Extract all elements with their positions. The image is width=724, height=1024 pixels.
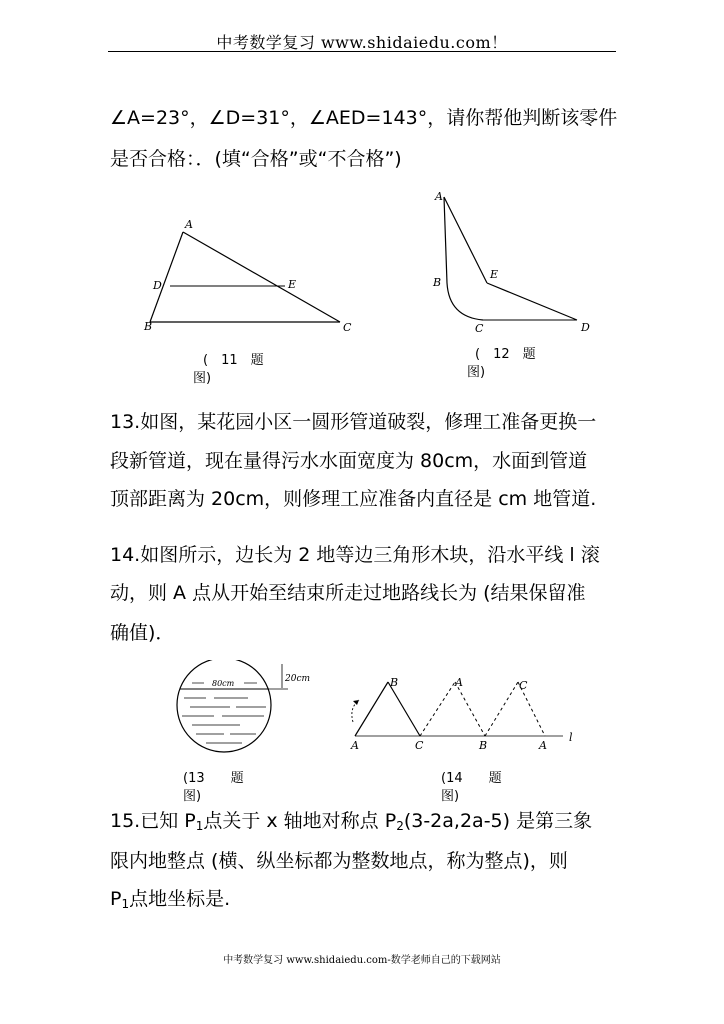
fig11-side-ab: [150, 232, 183, 322]
q14-line-2: 动，则 A 点从开始至结束所走过地路线长为 (结果保留准: [110, 582, 586, 604]
fig14-caption-line-2: 图): [441, 789, 460, 804]
q14-line-1: 14.如图所示，边长为 2 地等边三角形木块，沿水平线 l 滚: [110, 544, 600, 566]
fig11-label-b: B: [144, 320, 153, 333]
fig14-triangle1-ab: [355, 682, 388, 736]
q15-subscript-1: 1: [195, 819, 204, 833]
fig14-label-l: l: [569, 731, 573, 744]
fig12-caption-line-1: ( 12 题: [475, 347, 536, 362]
q13-line-1: 13.如图，某花园小区一圆形管道破裂，修理工准备更换一: [110, 411, 597, 433]
q15-line-3-part-a: P: [110, 888, 122, 910]
q15-line-3-part-b: 点地坐标是.: [129, 888, 231, 910]
fig14-label-b2: B: [479, 739, 488, 752]
q15-line-2: 限内地整点 (横、纵坐标都为整数地点，称为整点)，则: [110, 850, 568, 872]
fig12-label-e: E: [490, 268, 499, 281]
fig13-caption-line-2: 图): [183, 789, 202, 804]
fig14-caption-line-1: (14 题: [441, 771, 502, 786]
fig11-caption-line-2: 图): [193, 371, 212, 386]
q15-line-3: [110, 884, 230, 911]
q13-line-3: 顶部距离为 20cm，则修理工应准备内直径是 cm 地管道.: [110, 488, 597, 510]
fig14-label-c2: C: [519, 679, 528, 692]
fig11-side-ac: [183, 232, 340, 322]
fig12-label-c: C: [475, 322, 484, 335]
fig13-caption-line-1: (13 题: [183, 771, 244, 786]
page-footer: 中考数学复习 www.shidaiedu.com-数学老师自己的下载网站: [223, 955, 501, 966]
fig11-label-a: A: [185, 218, 193, 231]
figure-14-rolling-triangle: [335, 670, 585, 755]
fig13-height-label: 20cm: [285, 674, 311, 684]
fig14-label-b1: B: [390, 676, 399, 689]
header-rule: [108, 51, 616, 52]
fig14-triangle2-left: [420, 682, 455, 736]
fig13-pipe-circle: [177, 660, 271, 752]
q13-line-2: 段新管道，现在量得污水水面宽度为 80cm，水面到管道: [110, 450, 588, 472]
q15-line-1-part-c: (3-2a,2a-5) 是第三象: [403, 810, 593, 832]
figure-13-pipe: [170, 660, 320, 760]
fig14-label-a4: A: [539, 739, 547, 752]
fig14-rotation-arrowhead: [353, 700, 359, 705]
q15-subscript-2: 2: [396, 819, 404, 833]
fig12-label-b: B: [433, 276, 442, 289]
q15-line-1: [110, 806, 592, 833]
q15-line-1-part-a: 15.已知 P: [110, 810, 196, 832]
fig11-label-d: D: [153, 279, 162, 292]
fig11-label-c: C: [343, 321, 352, 334]
fig12-caption-line-2: 图): [467, 365, 486, 380]
fig14-label-c1: C: [415, 739, 424, 752]
fig12-segment-ae: [444, 197, 487, 283]
q15-subscript-3: 1: [121, 897, 130, 911]
fig11-caption-line-1: ( 11 题: [203, 353, 264, 368]
fig14-triangle1-bc: [388, 682, 420, 736]
fig12-segment-ab: [444, 197, 447, 283]
fig12-label-d: D: [581, 321, 590, 334]
page-header: 中考数学复习 www.shidaiedu.com！: [216, 33, 508, 52]
q12-line-1: ∠A=23°，∠D=31°，∠AED=143°，请你帮他判断该零件: [110, 107, 618, 129]
fig14-triangle2-right: [455, 682, 485, 736]
fig12-segment-ed: [487, 283, 577, 320]
fig12-label-a: A: [435, 190, 443, 203]
q12-line-2: 是否合格：．(填“合格”或“不合格”): [110, 148, 402, 170]
q14-line-3: 确值)．: [110, 622, 175, 644]
figure-12-part: [425, 185, 600, 340]
figure-11-triangle: [130, 210, 370, 340]
fig14-label-a1: A: [351, 739, 359, 752]
fig13-width-label: 80cm: [212, 679, 235, 688]
fig14-triangle3-left: [485, 682, 518, 736]
fig12-arc-bc: [447, 283, 483, 320]
q15-line-1-part-b: 点关于 x 轴地对称点 P: [203, 810, 397, 832]
fig11-label-e: E: [288, 278, 297, 291]
fig14-label-a2: A: [455, 676, 463, 689]
